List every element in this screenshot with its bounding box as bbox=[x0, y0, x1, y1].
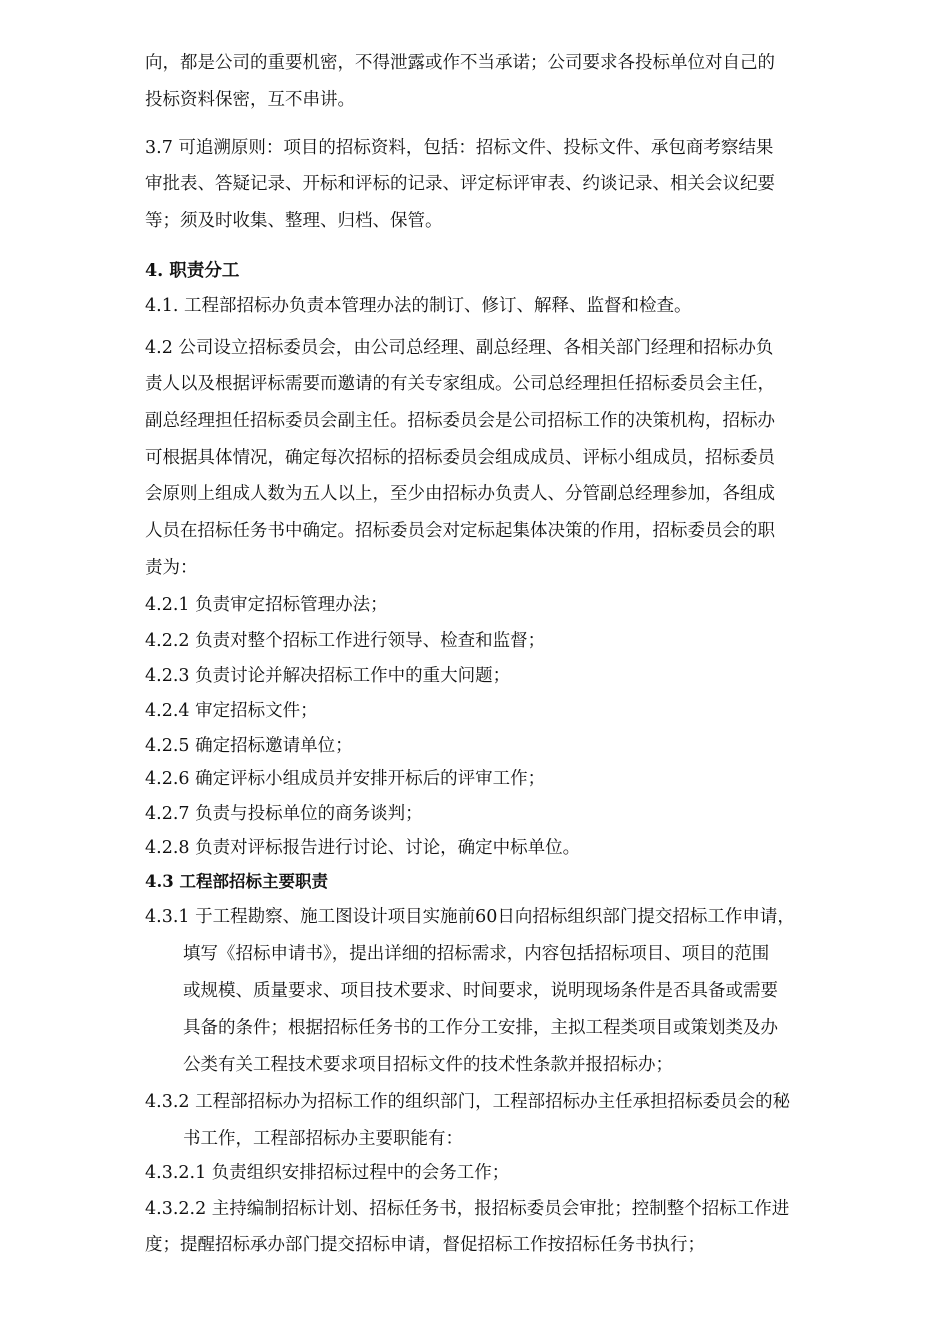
section-heading-4-3: 4.3 工程部招标主要职责 bbox=[145, 872, 328, 891]
list-item-4-3-2-1: 4.3.2.1 负责组织安排招标过程中的会务工作； bbox=[145, 1163, 510, 1183]
text-line-27: 具备的条件；根据招标任务书的工作分工安排，主拟工程类项目或策划类及办 bbox=[183, 1018, 778, 1038]
text-line-2: 投标资料保密，互不串讲。 bbox=[145, 90, 355, 110]
text-line-11: 可根据具体情况，确定每次招标的招标委员会组成成员、评标小组成员，招标委员 bbox=[145, 448, 775, 468]
text-line-10: 副总经理担任招标委员会副主任。招标委员会是公司招标工作的决策机构，招标办 bbox=[145, 411, 775, 431]
list-item-4-3-2: 4.3.2 工程部招标办为招标工作的组织部门，工程部招标办主任承担招标委员会的秘 bbox=[145, 1092, 791, 1112]
list-item-4-2-3: 4.2.3 负责讨论并解决招标工作中的重大问题； bbox=[145, 666, 511, 686]
list-item-4-2-4: 4.2.4 审定招标文件； bbox=[145, 701, 318, 721]
list-item-4-2-8: 4.2.8 负责对评标报告进行讨论、讨论，确定中标单位。 bbox=[145, 838, 581, 858]
section-heading-4: 4. 职责分工 bbox=[145, 261, 240, 281]
text-line-12: 会原则上组成人数为五人以上，至少由招标办负责人、分管副总经理参加，各组成 bbox=[145, 484, 775, 504]
text-line-3: 3.7 可追溯原则：项目的招标资料，包括：招标文件、投标文件、承包商考察结果 bbox=[145, 138, 774, 158]
list-item-4-2-7: 4.2.7 负责与投标单位的商务谈判； bbox=[145, 804, 423, 824]
list-item-4-3-2-2: 4.3.2.2 主持编制招标计划、招标任务书，报招标委员会审批；控制整个招标工作进 bbox=[145, 1199, 790, 1219]
text-line-13: 人员在招标任务书中确定。招标委员会对定标起集体决策的作用，招标委员会的职 bbox=[145, 521, 775, 541]
list-item-4-3-1: 4.3.1 于工程勘察、施工图设计项目实施前60日向招标组织部门提交招标工作申请， bbox=[145, 907, 795, 927]
text-line-5: 等；须及时收集、整理、归档、保管。 bbox=[145, 211, 443, 231]
list-item-4-2-2: 4.2.2 负责对整个招标工作进行领导、检查和监督； bbox=[145, 631, 546, 651]
text-line-33: 度；提醒招标承办部门提交招标申请，督促招标工作按招标任务书执行； bbox=[145, 1235, 705, 1255]
text-line-1: 向，都是公司的重要机密，不得泄露或作不当承诺；公司要求各投标单位对自己的 bbox=[145, 53, 775, 73]
text-line-7: 4.1. 工程部招标办负责本管理办法的制订、修订、解释、监督和检查。 bbox=[145, 296, 692, 316]
text-line-30: 书工作，工程部招标办主要职能有： bbox=[183, 1129, 463, 1149]
list-item-4-2-5: 4.2.5 确定招标邀请单位； bbox=[145, 736, 353, 756]
text-line-8: 4.2 公司设立招标委员会，由公司总经理、副总经理、各相关部门经理和招标办负 bbox=[145, 338, 774, 358]
list-item-4-2-1: 4.2.1 负责审定招标管理办法； bbox=[145, 595, 388, 615]
text-line-9: 责人以及根据评标需要而邀请的有关专家组成。公司总经理担任招标委员会主任， bbox=[145, 374, 775, 394]
text-line-14: 责为： bbox=[145, 558, 198, 578]
text-line-25: 填写《招标申请书》，提出详细的招标需求，内容包括招标项目、项目的范围 bbox=[183, 944, 770, 964]
list-item-4-2-6: 4.2.6 确定评标小组成员并安排开标后的评审工作； bbox=[145, 769, 546, 789]
text-line-26: 或规模、质量要求、项目技术要求、时间要求，说明现场条件是否具备或需要 bbox=[183, 981, 778, 1001]
text-line-4: 审批表、答疑记录、开标和评标的记录、评定标评审表、约谈记录、相关会议纪要 bbox=[145, 174, 775, 194]
text-line-28: 公类有关工程技术要求项目招标文件的技术性条款并报招标办； bbox=[183, 1055, 673, 1075]
